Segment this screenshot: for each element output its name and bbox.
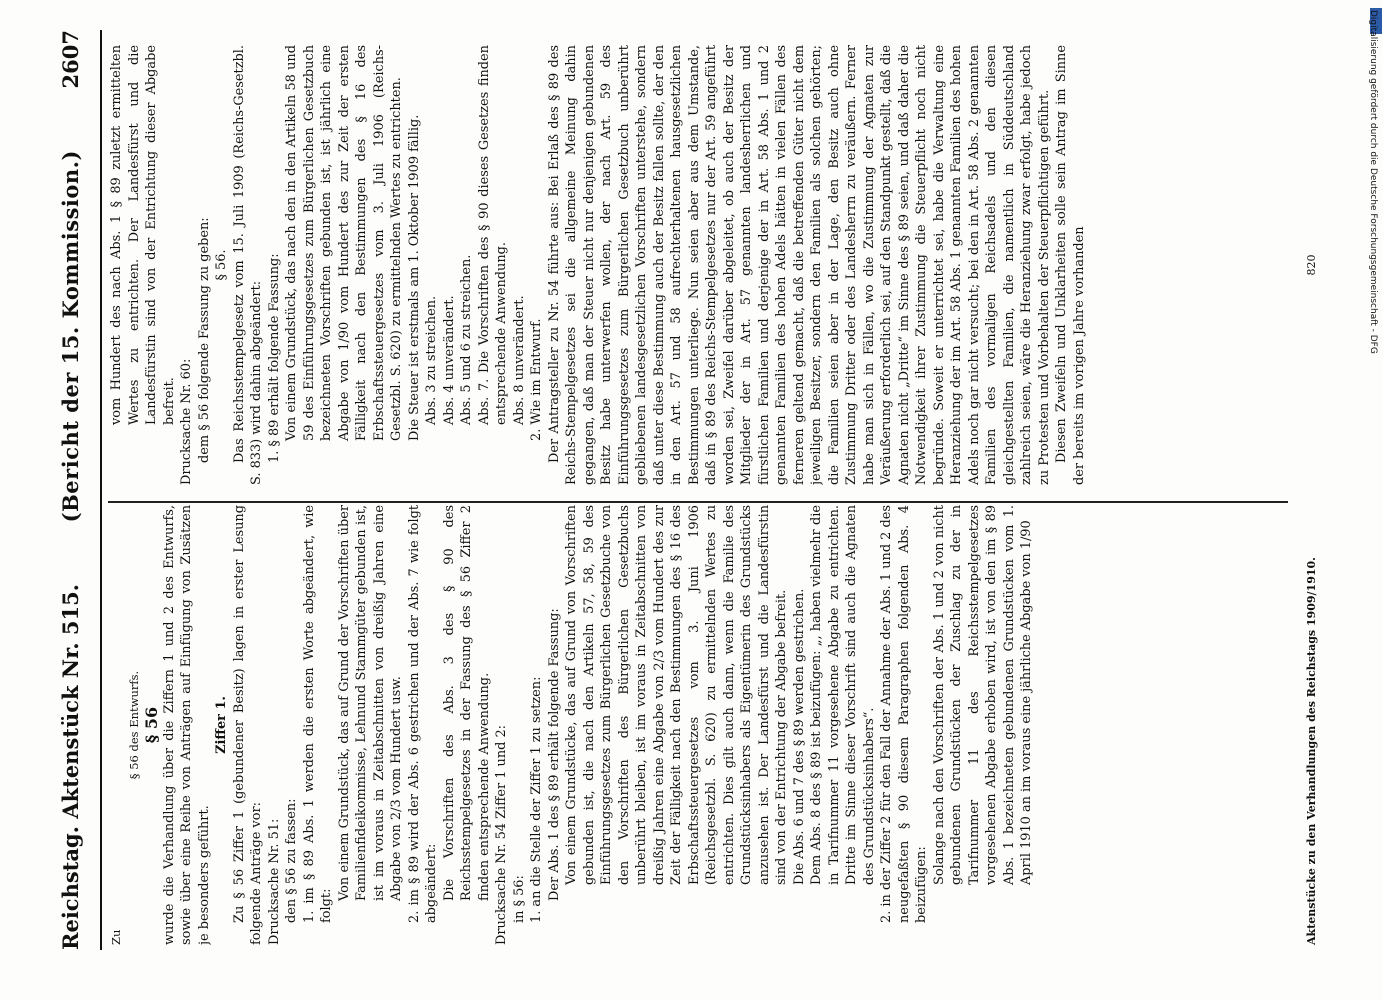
left-column-paragraph: Solange nach den Vorschriften der Abs. 1 und 2 von nicht gebundenen Grundstücken der Zuschlag zu der in Tarifnummer 11 des Reichsstempelgesetzes vorgesehenen Abgabe erhoben wird, ist von den im § 89 Abs. 1 bezeichneten gebundenen Grundstücken vom 1. April 1910 an im voraus eine jährliche Abgabe von 1/90 [931, 505, 1034, 885]
left-column-paragraph: Die Abs. 6 und 7 des § 89 werden gestrichen. [791, 588, 807, 885]
right-column-paragraph: vom Hundert des nach Abs. 1 § 89 zuletzt ermittelten Wertes zu entrichten. Der Landesfürst und die Landesfürstin sind von der Entrichtung dieser Abgabe befreit. [109, 45, 177, 425]
left-column-paragraph: 2. im § 89 wird der Abs. 6 gestrichen und der Abs. 7 wie folgt abgeändert: [406, 505, 439, 923]
left-column-paragraph: 1. an die Stelle der Ziffer 1 zu setzen: [529, 676, 544, 923]
header-center: (Bericht der 15. Kommission.) [57, 150, 83, 523]
left-column-paragraph: in § 56: [511, 875, 527, 923]
column-divider [108, 502, 1288, 504]
left-column-paragraph: Dem Abs. 8 des § 89 ist beizufügen: „, haben vielmehr die in Tarifnummer 11 vorgesehene Abgabe zu entrichten. Dritte im Sinne dieser Vorschrift sind auch die Agnaten des Grundstücksinhabers“. [809, 505, 877, 885]
right-column [108, 45, 1298, 485]
left-column-paragraph: Die Vorschriften des Abs. 3 des § 90 des Reichsstempelgesetzes in der Fassung des § 56 Ziffer 2 finden entsprechende Anwendung. [441, 505, 492, 901]
right-column-paragraph: Abs. 8 unverändert. [511, 295, 527, 425]
right-column-paragraph: 2. Wie im Entwurf. [529, 318, 544, 441]
left-column-paragraph: Zu § 56 Ziffer 1 (gebundener Besitz) lagen in erster Lesung folgende Anträge vor: [231, 505, 264, 945]
right-column-paragraph: § 56. [214, 249, 229, 281]
digitization-notice: Digitalisierung gefördert durch die Deutsche Forschungsgemeinschaft - DFG [1368, 10, 1378, 354]
left-column-paragraph: 1. im § 89 Abs. 1 werden die ersten Worte abgeändert, wie folgt: [301, 505, 334, 923]
right-column-paragraph: Die Steuer ist erstmals am 1. Oktober 1909 fällig. [406, 114, 422, 441]
left-column-paragraph: § 56 des Entwurfs. [126, 670, 141, 780]
right-column-paragraph: Das Reichsstempelgesetz vom 15. Juli 1909 (Reichs-Gesetzbl. S. 833) wird dahin abgeändert: [231, 45, 264, 485]
page-number: 2607 [57, 30, 83, 89]
left-column [108, 505, 1298, 945]
left-column-paragraph: den § 56 zu fassen: [284, 798, 299, 923]
right-column-paragraph: Von einem Grundstück, das nach den in den Artikeln 58 und 59 des Einführungsgesetzes zum Bürgerlichen Gesetzbuch bezeichneten Vorschriften gebunden ist, ist jährlich eine Abgabe von 1/90 vom Hundert des zur Zeit der ersten Fälligkeit nach den Bestimmungen des § 16 des Erbschaftssteuergesetzes vom 3. Juli 1906 (Reichs-Gesetzbl. S. 620) zu ermittelnden Wertes zu entrichten. [284, 45, 404, 441]
left-column-paragraph: Ziffer 1. [214, 696, 229, 754]
right-column-paragraph: dem § 56 folgende Fassung zu geben: [196, 217, 212, 463]
right-column-paragraph: Abs. 4 unverändert. [441, 295, 457, 425]
signature-mark: 820 [1305, 254, 1318, 276]
left-column-paragraph: Von einem Grundstücke, das auf Grund von Vorschriften gebunden ist, die nach den Artikeln 57, 58, 59 des Einführungsgesetzes zum Bürgerlichen Gesetzbuche von den Vorschriften des Bürgerlichen Gesetzbuchs unberührt bleiben, ist im voraus in Zeitabschnitten von dreißig Jahren eine Abgabe von 2/3 vom Hundert des zur Zeit der Fälligkeit nach den Bestimmungen des § 16 des Erbschaftssteuergesetzes vom 3. Juni 1906 (Reichsgesetzbl. S. 620) zu ermittelnden Wertes zu entrichten. Dies gilt auch dann, wenn die Familie des Grundstücksinhabers als Eigentümerin des Grundstücks anzusehen ist. Der Landesfürst und die Landesfürstin sind von der Entrichtung der Abgabe befreit. [564, 505, 789, 885]
left-column-paragraph: Von einem Grundstück, das auf Grund der Vorschriften über Familienfideikommisse, Lehnund Stammgüter gebunden ist, ist im voraus in Zeitabschnitten von dreißig Jahren eine Abgabe von 2/3 vom Hundert usw. [336, 505, 404, 901]
right-column-paragraph: Der Antragsteller zu Nr. 54 führte aus: Bei Erlaß des § 89 des Reichs-Stempelgesetzes sei die allgemeine Meinung dahin gegangen, daß man der Steuer nicht nur denjenigen gebundenen Besitz habe unterwerfen wollen, der nach Art. 59 des Einführungsgesetzes zum Bürgerlichen Gesetzbuch unberührt gebliebenen landesgesetzlichen Vorschriften unterstehe, sondern daß unter diese Bestimmung auch der Besitz fallen sollte, der den in den Art. 57 und 58 aufrechterhaltenen hausgesetzlichen Bestimmungen unterliege. Nun seien aber aus dem Umstande, daß in § 89 des Reichs-Stempelgesetzes nur der Art. 59 angeführt worden sei, Zweifel darüber abgeleitet, ob auch der Besitz der Mitglieder der in Art. 57 genannten landesherrlichen und fürstlichen Familien und derjenige der in Art. 58 Abs. 1 und 2 genannten Familien des hohen Adels hätten in vielen Fällen des ferneren geltend gemacht, daß die betreffenden Güter nicht dem jeweiligen Besitzer, sondern den Familien als solchen gehörten; die Familien seien aber in der Lage, den Besitz auch ohne Zustimmung Dritter oder des Landesherrn zu veräußern. Ferner habe man sich in Fällen, wo die Zustimmung der Agnaten zur Veräußerung erforderlich sei, auf den Standpunkt gestellt, daß die Agnaten nicht „Dritte“ im Sinne des § 89 seien, und daß daher die Notwendigkeit ihrer Zustimmung die Steuerpflicht noch nicht begründe. Soweit er unterrichtet sei, habe die Verwaltung eine Heranziehung der im Art. 58 Abs. 1 genannten Familien des hohen Adels noch gar nicht versucht; bei den in Art. 58 Abs. 2 genannten Familien des vormaligen Reichsadels und den diesen gleichgestellten Familien, die namentlich in Süddeutschland zahlreich seien, wäre die Heranziehung zwar erfolgt, habe jedoch zu Protesten und Vorbehalten der Steuerpflichtigen geführt. [546, 45, 1052, 485]
header-left: Reichstag. Aktenstück Nr. 515. [57, 584, 83, 950]
right-column-paragraph: Diesen Zweifeln und Unklarheiten solle sein Antrag im Sinne der bereits im vorigen Jahre vorhanden [1054, 45, 1087, 485]
right-column-paragraph: Drucksache Nr. 60: [179, 358, 194, 485]
right-column-paragraph: Abs. 7. Die Vorschriften des § 90 dieses Gesetzes finden entsprechende Anwendung. [476, 45, 509, 425]
right-column-paragraph: Abs. 5 und 6 zu streichen. [459, 254, 474, 425]
digitization-strip [1368, 10, 1382, 990]
page-header [40, 30, 102, 950]
right-column-paragraph: 1. § 89 erhält folgende Fassung: [266, 253, 282, 463]
left-column-paragraph: Zu [109, 929, 123, 945]
left-column-paragraph: Der Abs. 1 des § 89 erhält folgende Fassung: [546, 608, 562, 901]
left-column-paragraph: 2. in der Ziffer 2 für den Fall der Annahme der Abs. 1 und 2 des neugefaßten § 90 diesem Paragraphen folgenden Abs. 4 beizufügen: [879, 505, 929, 923]
left-column-paragraph: § 56 [142, 706, 161, 744]
right-column-paragraph: Abs. 3 zu streichen. [424, 295, 439, 425]
left-column-paragraph: wurde die Verhandlung über die Ziffern 1 und 2 des Entwurfs, sowie über eine Reihe von Anträgen auf Einfügung von Zusätzen je besonders geführt. [161, 505, 212, 945]
left-column-paragraph: Drucksache Nr. 54 Ziffer 1 und 2: [494, 724, 509, 945]
left-column-paragraph: Drucksache Nr. 51: [266, 818, 282, 945]
footer-left: Aktenstücke zu den Verhandlungen des Reichstags 1909/1910. [1305, 557, 1318, 945]
